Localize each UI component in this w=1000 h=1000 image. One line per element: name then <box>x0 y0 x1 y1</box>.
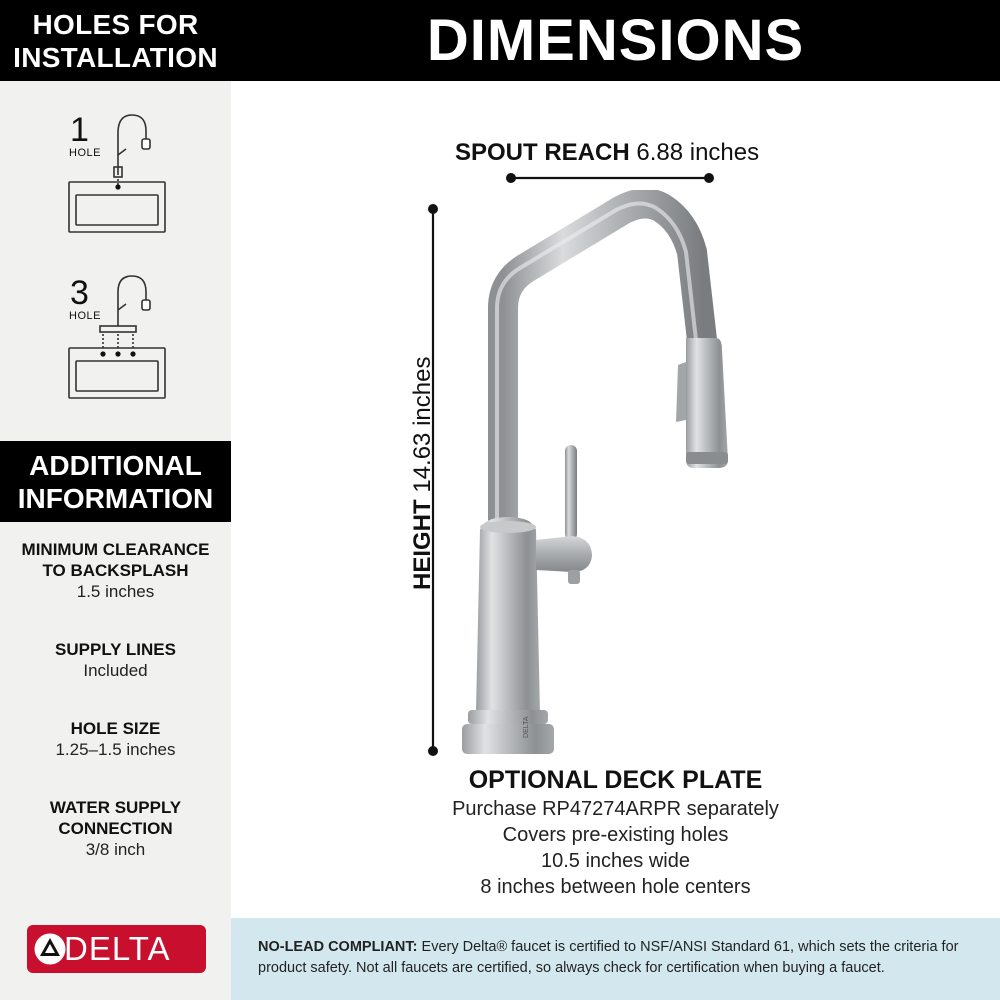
min-clearance-label <box>0 539 231 581</box>
page-title: DIMENSIONS <box>231 0 1000 81</box>
deck-plate-line-2: Covers pre-existing holes <box>502 824 729 846</box>
spout-reach-value: 6.88 inches <box>636 139 760 166</box>
water-supply-label-line-2: CONNECTION <box>58 819 173 838</box>
hole-size-label: HOLE SIZE <box>70 719 161 738</box>
compliance-text <box>258 937 983 979</box>
holes-for-installation-header <box>0 0 231 81</box>
additional-information-header <box>0 441 231 522</box>
compliance-body: Every Delta® faucet is certified to NSF/ANSI Standard 61, which sets the criteria for product safety. Not all faucets are certified, so always check for certification when buying a faucet. <box>258 939 959 976</box>
spout-reach-dimension-line <box>500 168 722 188</box>
info-header-line-2: INFORMATION <box>17 483 214 514</box>
hole-count-3: 3 <box>70 274 89 312</box>
spout-reach-label <box>455 138 759 168</box>
delta-logo-text: DELTA <box>64 930 171 967</box>
min-clearance-label-line-1: MINIMUM CLEARANCE <box>21 540 210 559</box>
water-supply-value: 3/8 inch <box>85 840 146 859</box>
faucet-image <box>440 190 760 760</box>
deck-plate-line-4: 8 inches between hole centers <box>480 876 751 898</box>
holes-header-line-1: HOLES FOR <box>32 9 199 40</box>
info-header-line-1: ADDITIONAL <box>29 450 202 481</box>
water-supply-label-line-1: WATER SUPPLY <box>49 798 182 817</box>
hole-count-1: 1 <box>70 111 89 149</box>
spout-reach-title: SPOUT REACH <box>455 139 630 166</box>
height-value: 14.63 inches <box>409 356 436 493</box>
height-title: HEIGHT <box>409 499 436 590</box>
supply-lines-label: SUPPLY LINES <box>55 640 176 659</box>
supply-lines-value: Included <box>83 661 148 680</box>
hole-label-1: HOLE <box>69 147 101 159</box>
water-supply-label <box>0 797 231 839</box>
one-hole-sink-icon <box>60 105 180 240</box>
faucet-brand-mark: DELTA <box>523 716 530 738</box>
hole-size-value: 1.25–1.5 inches <box>55 740 176 759</box>
deck-plate-title: OPTIONAL DECK PLATE <box>468 766 763 794</box>
compliance-title: NO-LEAD COMPLIANT: <box>258 939 418 955</box>
deck-plate-line-1: Purchase RP47274ARPR separately <box>452 798 779 820</box>
min-clearance-value: 1.5 inches <box>76 582 155 601</box>
min-clearance-label-line-2: TO BACKSPLASH <box>42 561 189 580</box>
holes-header-line-2: INSTALLATION <box>13 42 218 73</box>
hole-label-3: HOLE <box>69 310 101 322</box>
three-hole-sink-icon <box>60 270 180 405</box>
deck-plate-line-3: 10.5 inches wide <box>541 850 690 872</box>
